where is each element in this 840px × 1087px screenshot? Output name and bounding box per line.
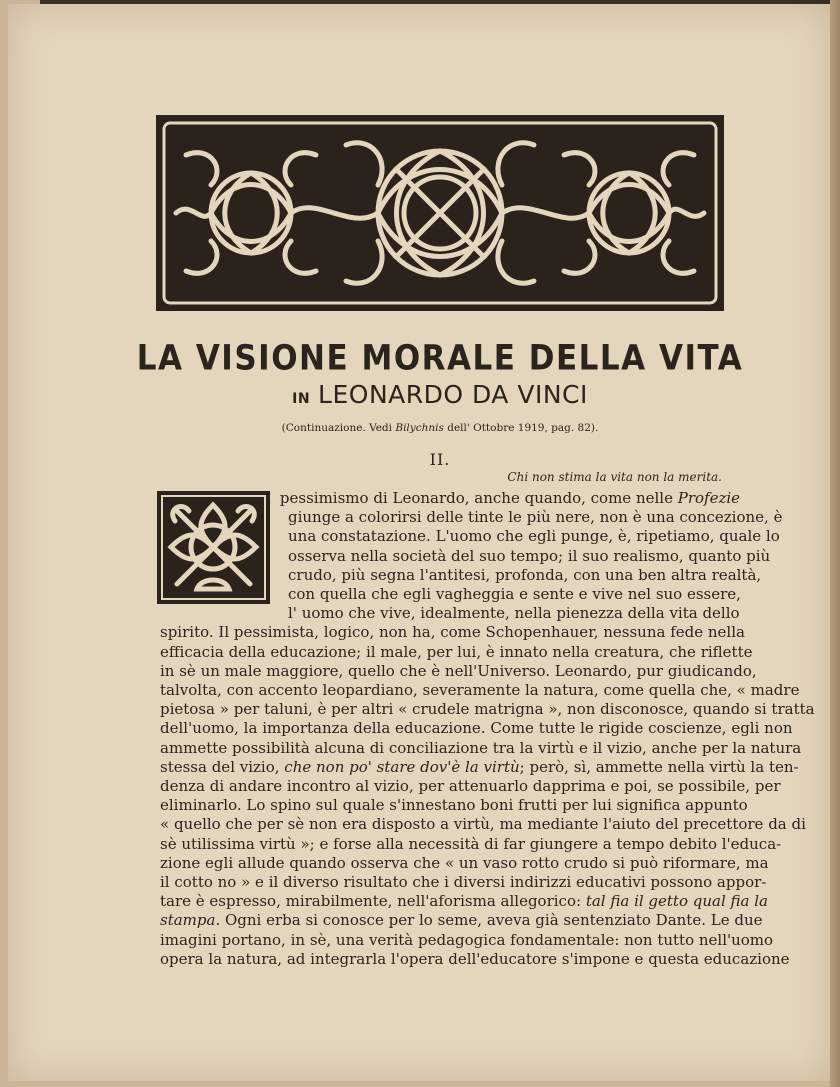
italic-segment: che non po' stare dov'è la virtù <box>284 757 520 776</box>
text-segment: pietosa » per taluni, è per altri « crudele matrigna », non disconosce, quando si tratta <box>160 700 815 719</box>
text-line <box>160 719 793 738</box>
section-number: II. <box>429 450 451 469</box>
continuation-note <box>120 422 760 434</box>
text-segment: crudo, più segna l'antitesi, profonda, con una ben altra realtà, <box>288 565 762 584</box>
knotwork-header-ornament <box>156 115 724 311</box>
text-segment: eliminarlo. Lo spino sul quale s'innestano boni frutti per lui significa appunto <box>160 796 748 815</box>
text-segment: « quello che per sè non era disposto a virtù, ma mediante l'aiuto del precettore da di <box>160 815 806 834</box>
text-line <box>288 527 780 546</box>
text-segment: una constatazione. L'uomo che egli punge, è, ripetiamo, quale lo <box>288 527 780 546</box>
text-line <box>160 873 767 892</box>
italic-segment: Profezie <box>677 489 741 507</box>
text-line <box>160 661 757 681</box>
text-line <box>160 623 745 642</box>
text-line <box>160 930 774 950</box>
epigraph: Chi non stima la vita non la merita. <box>507 470 722 484</box>
text-line <box>160 681 800 700</box>
text-line <box>288 604 740 623</box>
text-segment: dell'uomo, la importanza della educazione. Come tutte le rigide coscienze, egli non <box>160 719 793 738</box>
text-segment: ammette possibilità alcuna di conciliazione tra la virtù e il vizio, anche per la natura <box>160 738 802 757</box>
text-segment: tare è espresso, mirabilmente, nell'aforisma allegorico: <box>160 892 586 911</box>
text-line <box>160 834 782 854</box>
text-segment: stessa del vizio, <box>160 757 285 776</box>
text-segment: l' uomo che vive, idealmente, nella pienezza della vita dello <box>288 604 740 623</box>
text-line <box>160 738 802 758</box>
page-right-edge <box>830 0 840 1087</box>
text-segment: . Ogni erba si conosce per lo seme, aveva già sentenziato Dante. Le due <box>215 911 763 930</box>
continuation-after: dell' Ottobre 1919, pag. 82). <box>443 422 599 434</box>
text-line <box>160 815 806 834</box>
journal-name: Bilychnis <box>395 422 444 434</box>
text-segment: spirito. Il pessimista, logico, non ha, come Schopenhauer, nessuna fede nella <box>160 623 745 642</box>
text-line <box>160 949 790 969</box>
text-line <box>160 796 748 815</box>
text-segment: osserva nella società del suo tempo; il suo realismo, quanto più <box>288 546 771 565</box>
italic-segment: tal fia il getto qual fia la <box>585 892 768 911</box>
text-segment: il cotto no » e il diverso risultato che i diversi indirizzi educativi possono appor- <box>160 873 767 891</box>
text-line <box>160 757 799 777</box>
text-segment: con quella che egli vagheggia e sente e vive nel suo essere, <box>288 585 741 603</box>
continuation-before: (Continuazione. Vedi <box>281 422 396 434</box>
text-line <box>288 546 771 566</box>
text-line <box>160 892 768 911</box>
text-segment: imagini portano, in sè, una verità pedagogica fondamentale: non tutto nell'uomo <box>160 930 774 949</box>
text-segment: opera la natura, ad integrarla l'opera dell'educatore s'impone e questa educazione <box>160 949 790 968</box>
text-line <box>160 853 769 873</box>
text-line <box>288 508 783 527</box>
text-segment: efficacia della educazione; il male, per lui, è innato nella creatura, che riflette <box>160 642 753 661</box>
ornamental-drop-cap <box>157 491 270 604</box>
text-line <box>160 700 815 719</box>
italic-segment: stampa <box>160 911 216 930</box>
text-line <box>288 565 762 585</box>
initial-letter: I <box>266 492 272 507</box>
text-segment: giunge a colorirsi delle tinte le più nere, non è una concezione, è <box>288 508 783 527</box>
text-line <box>160 911 763 930</box>
page-top-edge <box>40 0 840 4</box>
text-segment: ; però, sì, ammette nella virtù la ten- <box>519 757 799 776</box>
subtitle-name: LEONARDO DA VINCI <box>318 380 588 409</box>
article-title: LA VISIONE MORALE DELLA VITA <box>136 338 744 379</box>
text-segment: talvolta, con accento leopardiano, severamente la natura, come quella che, « madre <box>160 681 800 699</box>
text-segment: denza di andare incontro al vizio, per attenuarlo dapprima e poi, se possibile, per <box>160 777 781 795</box>
article-subtitle <box>120 380 760 409</box>
text-line <box>288 585 741 604</box>
text-line <box>266 489 741 508</box>
subtitle-prefix: IN <box>292 391 311 407</box>
text-segment: pessimismo di Leonardo, anche quando, come nelle <box>275 489 678 507</box>
text-line <box>160 642 753 662</box>
text-line <box>160 777 781 796</box>
text-segment: in sè un male maggiore, quello che è nell'Universo. Leonardo, pur giudicando, <box>160 661 757 680</box>
text-segment: zione egli allude quando osserva che « un vaso rotto crudo si può riformare, ma <box>160 853 769 872</box>
text-segment: sè utilissima virtù »; e forse alla necessità di far giungere a tempo debito l'educa- <box>160 834 782 853</box>
